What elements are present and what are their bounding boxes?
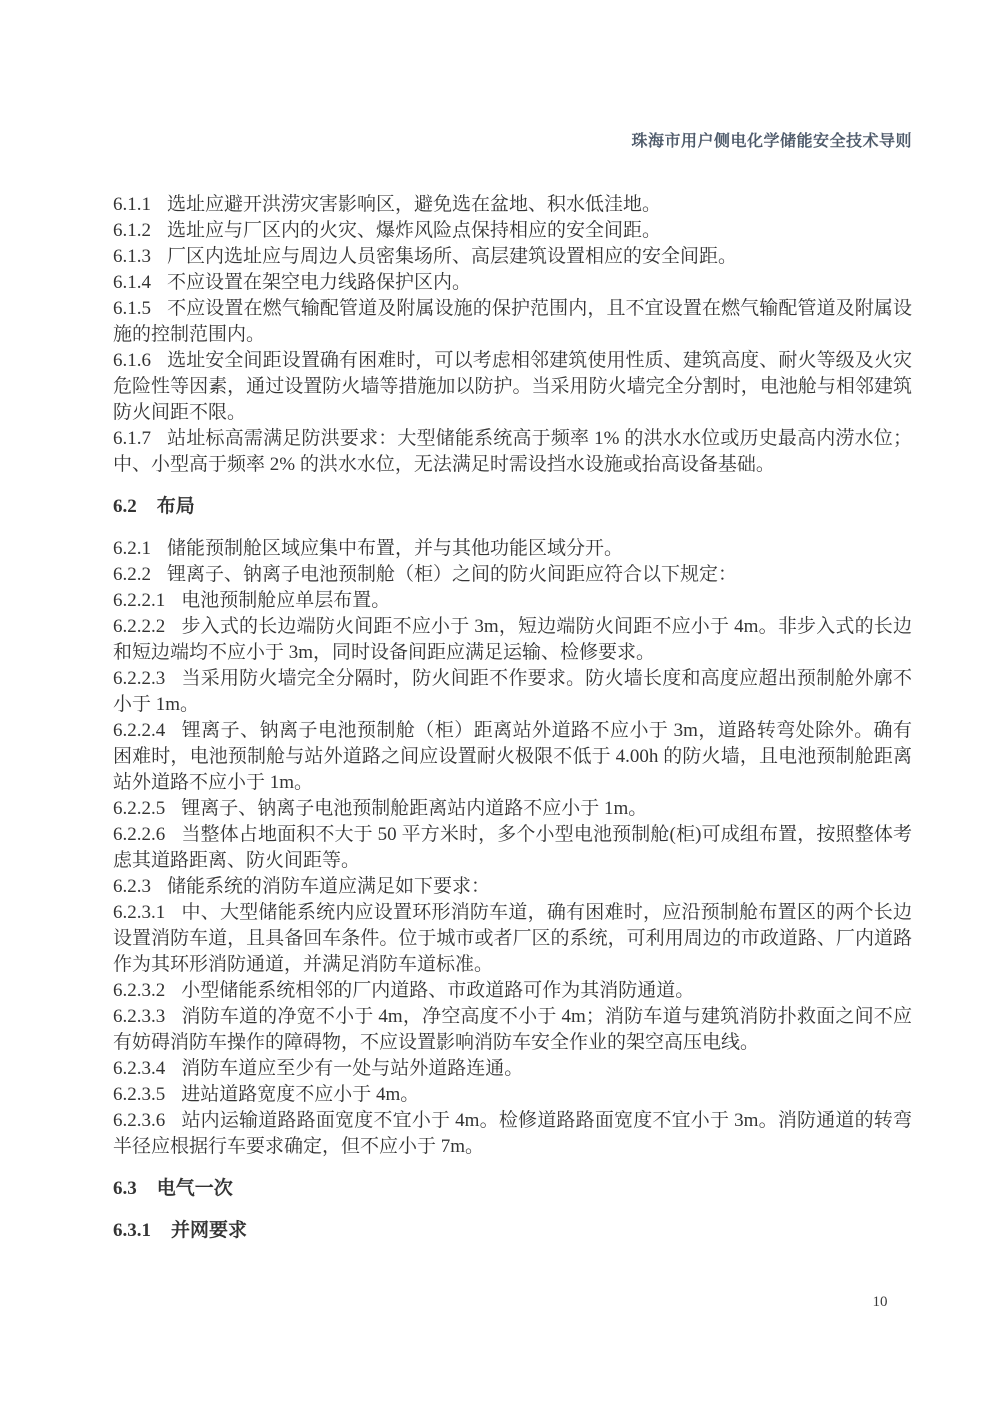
clause-number: 6.1.6: [113, 350, 151, 371]
clause-text: 选址安全间距设置确有困难时，可以考虑相邻建筑使用性质、建筑高度、耐火等级及火灾危险性等因素，通过设置防火墙等措施加以防护。当采用防火墙完全分割时，电池舱与相邻建筑防火间距不限。: [113, 350, 912, 423]
clause-text: 储能预制舱区域应集中布置，并与其他功能区域分开。: [167, 538, 624, 559]
clause-text: 消防车道的净宽不小于 4m，净空高度不小于 4m；消防车道与建筑消防扑救面之间不应有妨碍消防车操作的障碍物，不应设置影响消防车安全作业的架空高压电线。: [113, 1006, 912, 1053]
document-body: [113, 192, 912, 1260]
clause-paragraph: [113, 218, 912, 244]
clause-text: 当整体占地面积不大于 50 平方米时，多个小型电池预制舱(柜)可成组布置，按照整体考虑其道路距离、防火间距等。: [113, 824, 912, 871]
clause-paragraph: [113, 296, 912, 348]
clause-text: 电气一次: [156, 1178, 233, 1199]
clause-number: 6.2.3.1: [113, 902, 166, 923]
clause-text: 锂离子、钠离子电池预制舱（柜）之间的防火间距应符合以下规定：: [167, 564, 738, 585]
clause-paragraph: [113, 536, 912, 562]
clause-paragraph: [113, 562, 912, 588]
clause-paragraph: [113, 666, 912, 718]
clause-number: 6.2.3.3: [113, 1006, 166, 1027]
clause-text: 小型储能系统相邻的厂内道路、市政道路可作为其消防通道。: [181, 980, 695, 1001]
clause-paragraph: [113, 244, 912, 270]
clause-number: 6.1.1: [113, 194, 151, 215]
clause-number: 6.2.2.6: [113, 824, 166, 845]
clause-paragraph: [113, 1082, 912, 1108]
clause-number: 6.2: [113, 496, 137, 517]
clause-paragraph: [113, 270, 912, 296]
clause-text: 站址标高需满足防洪要求：大型储能系统高于频率 1% 的洪水水位或历史最高内涝水位；中、小型高于频率 2% 的洪水水位，无法满足时需设挡水设施或抬高设备基础。: [113, 428, 912, 475]
clause-paragraph: [113, 1004, 912, 1056]
clause-number: 6.2.3.6: [113, 1110, 166, 1131]
clause-text: 当采用防火墙完全分隔时，防火间距不作要求。防火墙长度和高度应超出预制舱外廓不小于 1m。: [113, 668, 912, 715]
clause-text: 消防车道应至少有一处与站外道路连通。: [181, 1058, 524, 1079]
clause-number: 6.2.2.2: [113, 616, 166, 637]
page-number: 10: [872, 1294, 888, 1310]
section-heading: [113, 1176, 912, 1202]
clause-paragraph: [113, 900, 912, 978]
clause-number: 6.2.3.4: [113, 1058, 166, 1079]
clause-paragraph: [113, 822, 912, 874]
clause-number: 6.1.5: [113, 298, 151, 319]
clause-paragraph: [113, 1108, 912, 1160]
clause-text: 选址应避开洪涝灾害影响区，避免选在盆地、积水低洼地。: [167, 194, 662, 215]
clause-text: 不应设置在架空电力线路保护区内。: [167, 272, 472, 293]
clause-number: 6.3.1: [113, 1220, 151, 1241]
clause-paragraph: [113, 1056, 912, 1082]
clause-paragraph: [113, 348, 912, 426]
clause-number: 6.2.2: [113, 564, 151, 585]
clause-number: 6.1.2: [113, 220, 151, 241]
section-heading: [113, 494, 912, 520]
clause-text: 并网要求: [171, 1220, 248, 1241]
clause-text: 锂离子、钠离子电池预制舱（柜）距离站外道路不应小于 3m，道路转弯处除外。确有困难时，电池预制舱与站外道路之间应设置耐火极限不低于 4.00h 的防火墙，且电池预制舱距离站外道路不应小于 1m。: [113, 720, 912, 793]
clause-text: 厂区内选址应与周边人员密集场所、高层建筑设置相应的安全间距。: [167, 246, 738, 267]
clause-text: 锂离子、钠离子电池预制舱距离站内道路不应小于 1m。: [181, 798, 648, 819]
clause-number: 6.2.3: [113, 876, 151, 897]
clause-paragraph: [113, 874, 912, 900]
clause-text: 不应设置在燃气输配管道及附属设施的保护范围内，且不宜设置在燃气输配管道及附属设施的控制范围内。: [113, 298, 912, 345]
section-heading: [113, 1218, 912, 1244]
clause-number: 6.2.3.2: [113, 980, 166, 1001]
clause-text: 储能系统的消防车道应满足如下要求：: [167, 876, 491, 897]
clause-number: 6.2.2.1: [113, 590, 166, 611]
clause-paragraph: [113, 614, 912, 666]
clause-paragraph: [113, 588, 912, 614]
clause-paragraph: [113, 978, 912, 1004]
clause-text: 选址应与厂区内的火灾、爆炸风险点保持相应的安全间距。: [167, 220, 662, 241]
clause-number: 6.1.7: [113, 428, 151, 449]
clause-number: 6.2.1: [113, 538, 151, 559]
clause-paragraph: [113, 192, 912, 218]
clause-paragraph: [113, 796, 912, 822]
clause-paragraph: [113, 718, 912, 796]
clause-number: 6.3: [113, 1178, 137, 1199]
clause-number: 6.2.3.5: [113, 1084, 166, 1105]
clause-number: 6.2.2.5: [113, 798, 166, 819]
clause-number: 6.1.3: [113, 246, 151, 267]
clause-number: 6.2.2.4: [113, 720, 166, 741]
clause-text: 布局: [156, 496, 195, 517]
clause-text: 中、大型储能系统内应设置环形消防车道，确有困难时，应沿预制舱布置区的两个长边设置消防车道，且具备回车条件。位于城市或者厂区的系统，可利用周边的市政道路、厂内道路作为其环形消防通道，并满足消防车道标准。: [113, 902, 912, 975]
clause-number: 6.1.4: [113, 272, 151, 293]
document-header-title: 珠海市用户侧电化学储能安全技术导则: [631, 133, 912, 150]
clause-text: 步入式的长边端防火间距不应小于 3m，短边端防火间距不应小于 4m。非步入式的长边和短边端均不应小于 3m，同时设备间距应满足运输、检修要求。: [113, 616, 912, 663]
clause-text: 进站道路宽度不应小于 4m。: [181, 1084, 420, 1105]
clause-text: 站内运输道路路面宽度不宜小于 4m。检修道路路面宽度不宜小于 3m。消防通道的转弯半径应根据行车要求确定，但不应小于 7m。: [113, 1110, 912, 1157]
clause-number: 6.2.2.3: [113, 668, 166, 689]
clause-paragraph: [113, 426, 912, 478]
clause-text: 电池预制舱应单层布置。: [181, 590, 391, 611]
